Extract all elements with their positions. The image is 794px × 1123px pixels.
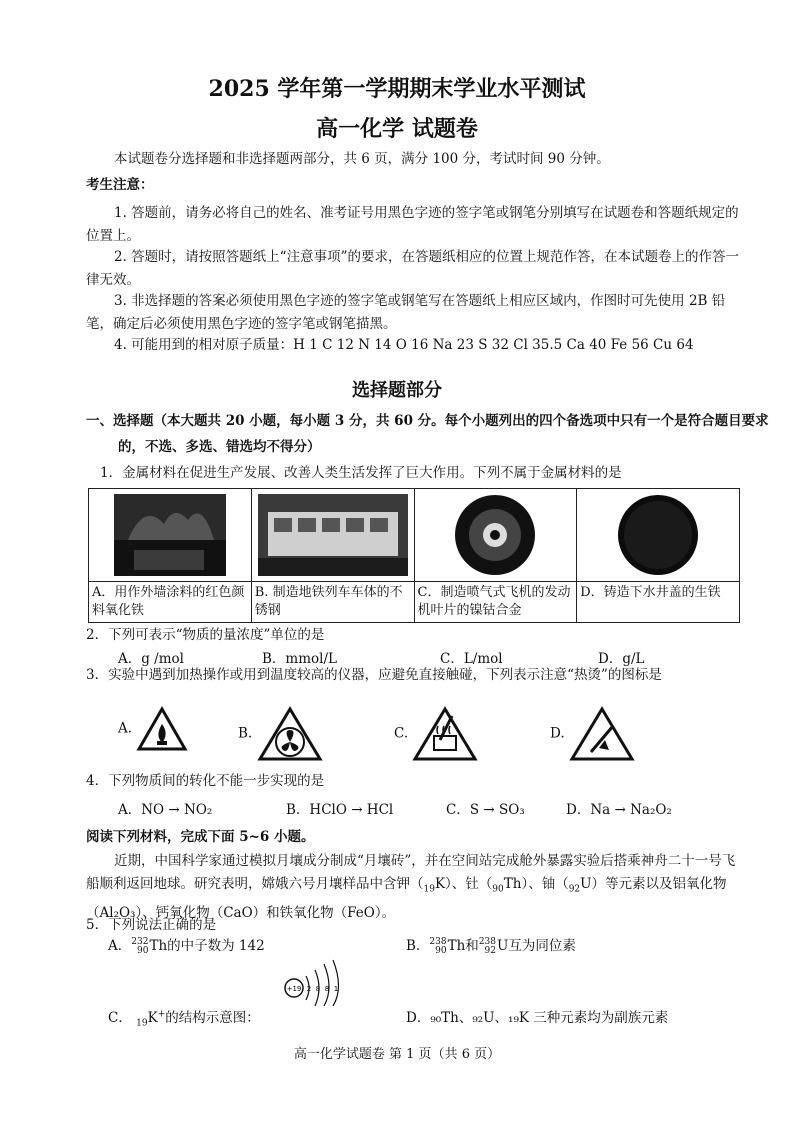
q1-option-b-label: B. 制造地铁列车车体的不锈钢 <box>254 585 403 618</box>
q3-option-d-label: D. <box>550 725 565 742</box>
q2-option-b[interactable]: B．mmol/L <box>262 651 337 667</box>
q5-c-text: 的结构示意图： <box>165 1010 260 1026</box>
q4-option-d[interactable]: D．Na → Na₂O₂ <box>566 802 672 818</box>
th-symbol: Th <box>503 876 522 892</box>
th-atomic-number: 90 <box>492 884 504 895</box>
q1-option-d[interactable] <box>577 489 740 623</box>
engine-photo-icon <box>452 492 538 578</box>
k-atomic-number: 19 <box>423 884 435 895</box>
shell-4-count: 1 <box>333 985 339 993</box>
reading-heading: 阅读下列材料，完成下面 5~6 小题。 <box>86 829 315 845</box>
q5-stem: 5．下列说法正确的是 <box>86 917 217 933</box>
q3-stem: 3．实验中遇到加热操作或用到温度较高的仪器，应避免直接触碰，下列表示注意“热烫”的图标是 <box>86 667 662 683</box>
q1-option-b[interactable] <box>251 489 414 623</box>
q5-b-mass-1: 238 <box>429 936 447 947</box>
q5-option-a[interactable] <box>108 934 265 956</box>
shell-3-count: 8 <box>324 985 330 993</box>
q3-option-a[interactable] <box>118 706 188 752</box>
wall-photo <box>89 489 251 582</box>
q1-option-a-label: A．用作外墙涂料的红色颜料氧化铁 <box>92 585 245 618</box>
notice-item-4: 4. 可能用到的相对原子质量：H 1 C 12 N 14 O 16 Na 23 S 32 Cl 35.5 Ca 40 Fe 56 Cu 64 <box>114 337 694 353</box>
page-footer: 高一化学试题卷 第 1 页（共 6 页） <box>293 1047 501 1062</box>
reading-text-3: ）、铀（ <box>521 876 569 892</box>
q3-option-b[interactable] <box>238 706 323 762</box>
reading-text-4: ）等元素以及铝氧化物（Al₂O₃）、钙氧化物（CaO）和铁氧化物（FeO）。 <box>86 876 727 921</box>
q4-stem: 4．下列物质间的转化不能一步实现的是 <box>86 773 325 789</box>
u-symbol: U <box>580 876 592 892</box>
notice-item-1: 1. 答题前，请务必将自己的姓名、准考证号用黑色字迹的签字笔或钢笔分别填写在试题卷和答题纸规定的位置上。 <box>86 205 739 244</box>
hot-surface-hazard-icon <box>412 706 478 762</box>
flame-hazard-icon <box>136 706 188 752</box>
q5-option-c[interactable] <box>108 1006 260 1029</box>
q5-option-b[interactable] <box>406 934 576 956</box>
reading-text-2: ）、钍（ <box>445 876 493 892</box>
q1-option-c[interactable] <box>414 489 577 623</box>
q5-a-prefix: A． <box>108 938 132 954</box>
q5-b-z-2: 92 <box>484 945 496 956</box>
q5-c-ion-z: 19 <box>136 1018 148 1029</box>
k-symbol: K <box>434 876 446 892</box>
q2-option-c[interactable]: C．L/mol <box>440 651 503 667</box>
fan-hazard-icon <box>257 706 323 762</box>
q3-option-c-label: C. <box>394 725 409 742</box>
q5-a-text: Th的中子数为 142 <box>149 938 265 954</box>
notice-heading: 考生注意： <box>86 177 154 193</box>
q5-a-nuclide <box>131 938 148 956</box>
q1-options-table <box>88 488 740 623</box>
manhole-photo-icon <box>615 492 701 578</box>
q5-b-mid: Th和 <box>447 938 479 954</box>
q1-option-c-label: C．制造喷气式飞机的发动机叶片的镍钴合金 <box>417 585 571 618</box>
q2-option-d[interactable]: D．g/L <box>598 651 645 667</box>
q5-b-prefix: B． <box>406 938 430 954</box>
notice-item-3: 3. 非选择题的答案必须使用黑色字迹的签字笔或钢笔写在答题纸上相应区域内，作图时可先使用 2B 铅笔，确定后必须使用黑色字迹的签字笔或钢笔描黑。 <box>86 293 726 332</box>
exam-subtitle: 高一化学 试题卷 <box>316 116 478 142</box>
q5-b-nuclide-1 <box>429 938 446 956</box>
reading-text-1: 近期，中国科学家通过模拟月壤成分制成“月壤砖”，并在空间站完成舱外暴露实验后搭乘神舟二十一号飞船顺利返回地球。研究表明，嫦娥六号月壤样品中含钾（ <box>86 853 736 892</box>
q5-c-ion-charge: + <box>157 1009 166 1020</box>
q4-option-a[interactable]: A．NO → NO₂ <box>118 802 213 818</box>
q3-option-c[interactable] <box>394 706 478 762</box>
q3-option-b-label: B. <box>238 725 253 742</box>
q5-b-z-1: 90 <box>435 945 447 956</box>
nucleus-charge: +19 <box>286 985 302 993</box>
q4-option-b[interactable]: B．HClO → HCl <box>286 802 394 818</box>
section-title: 选择题部分 <box>352 380 442 401</box>
exam-intro: 本试题卷分选择题和非选择题两部分，共 6 页，满分 100 分，考试时间 90 分钟。 <box>114 151 610 167</box>
exam-title: 2025 学年第一学期期末学业水平测试 <box>208 76 586 102</box>
q3-option-d[interactable] <box>550 706 635 762</box>
q3-option-a-label: A. <box>118 720 133 737</box>
q2-stem: 2．下列可表示“物质的量浓度”单位的是 <box>86 627 325 643</box>
part-heading: 一、选择题（本大题共 20 小题，每小题 3 分，共 60 分。每个小题列出的四个备选项中只有一个是符合题目要求的，不选、多选、错选均不得分） <box>86 413 769 455</box>
u-atomic-number: 92 <box>568 884 581 895</box>
q5-a-mass: 232 <box>131 936 149 947</box>
q5-b-nuclide-2 <box>479 938 496 956</box>
engine-photo <box>415 489 577 582</box>
sharp-object-hazard-icon <box>569 706 635 762</box>
q2-option-a[interactable]: A．g /mol <box>118 651 184 667</box>
q5-b-text: U互为同位素 <box>497 938 576 954</box>
q4-option-c[interactable]: C．S → SO₃ <box>446 802 525 818</box>
q5-option-d[interactable]: D．₉₀Th、₉₂U、₁₉K 三种元素均为副族元素 <box>406 1010 669 1026</box>
q5-a-z: 90 <box>136 945 149 956</box>
k-ion-structure-diagram <box>282 958 344 1006</box>
shell-arc-4 <box>333 960 339 1006</box>
q1-option-a[interactable] <box>89 489 252 623</box>
manhole-photo <box>577 489 739 582</box>
notice-item-2: 2. 答题时，请按照答题纸上“注意事项”的要求，在答题纸相应的位置上规范作答，在本试题卷上的作答一律无效。 <box>86 249 739 288</box>
shell-2-count: 8 <box>315 985 321 993</box>
shell-1-count: 2 <box>306 985 312 993</box>
q1-stem: 1．金属材料在促进生产发展、改善人类生活发挥了巨大作用。下列不属于金属材料的是 <box>100 465 622 481</box>
q1-option-d-label: D．铸造下水井盖的生铁 <box>580 585 721 600</box>
wall-photo-icon <box>114 494 226 576</box>
subway-photo <box>252 489 414 582</box>
q5-c-ion: K <box>147 1010 158 1026</box>
q5-b-mass-2: 238 <box>478 936 496 947</box>
q5-c-prefix: C． <box>108 1010 132 1026</box>
subway-photo-icon <box>258 494 408 576</box>
